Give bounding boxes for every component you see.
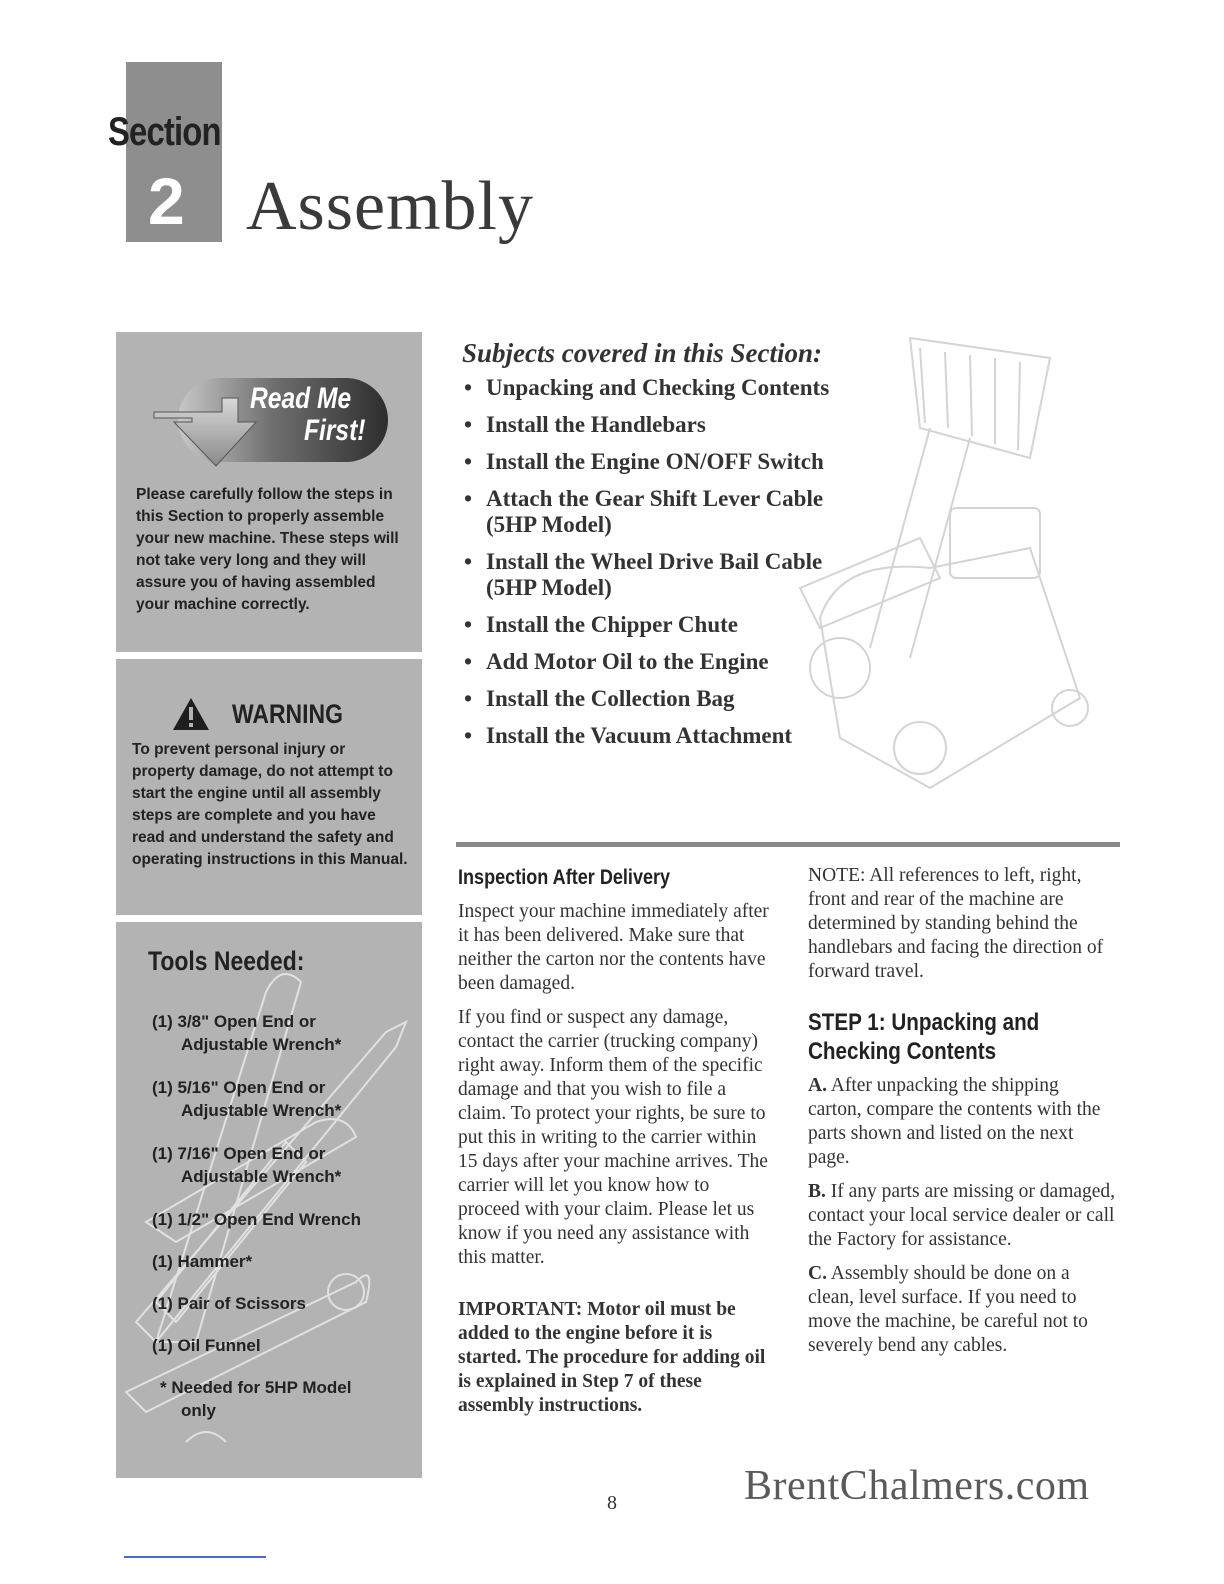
tool-item-line2: Adjustable Wrench* <box>181 1167 342 1186</box>
tool-item-line2: Adjustable Wrench* <box>181 1101 342 1120</box>
tools-note-line2: only <box>181 1401 216 1420</box>
subject-item-text: Install the Handlebars <box>486 412 706 437</box>
subject-item-text: Unpacking and Checking Contents <box>486 375 830 400</box>
tool-item-line1: (1) 3/8" Open End or <box>152 1012 316 1031</box>
tool-item-line1: (1) 7/16" Open End or <box>152 1144 326 1163</box>
tool-item <box>152 1292 412 1315</box>
step1-title-line2: Checking Contents <box>808 1038 997 1065</box>
warning-box <box>116 659 422 915</box>
step1-item-b-label: B. <box>808 1181 826 1202</box>
tools-note-line1: * Needed for 5HP Model <box>160 1378 352 1397</box>
subject-item-subtext: (5HP Model) <box>486 512 612 537</box>
read-me-box <box>116 332 422 652</box>
tool-item <box>152 1076 412 1122</box>
warning-heading <box>172 695 412 735</box>
tools-box <box>116 922 422 1478</box>
page-number: 8 <box>607 1492 617 1514</box>
inspection-title: Inspection After Delivery <box>458 866 671 889</box>
subject-item <box>462 449 902 475</box>
step1-title-line1: STEP 1: Unpacking and <box>808 1009 1040 1036</box>
subject-item-text: • Attach the Gear Shift Lever Cable <box>486 486 824 511</box>
subject-item <box>462 612 902 638</box>
tool-item <box>152 1208 412 1231</box>
subject-item-text: • Install the Wheel Drive Bail Cable <box>486 549 823 574</box>
tool-item <box>152 1334 412 1357</box>
tools-note <box>152 1376 412 1422</box>
step1-item-b <box>808 1180 1116 1252</box>
read-me-badge-line1: Read Me <box>250 382 352 415</box>
tools-title: Tools Needed: <box>148 946 305 976</box>
subject-item-text: Install the Vacuum Attachment <box>486 723 793 748</box>
subject-item-subtext: (5HP Model) <box>486 575 612 600</box>
subject-item <box>462 649 902 675</box>
warning-text: To prevent personal injury or property damage, do not attempt to start the engine until all assembly steps are complete and you have read and understand the safety and operating instructions in this Manual. <box>132 741 408 868</box>
step1-item-c-text: Assembly should be done on a clean, level surface. If you need to move the machine, be careful not to severely bend any cables. <box>808 1263 1088 1356</box>
tool-item-line1: (1) 5/16" Open End or <box>152 1078 326 1097</box>
subject-item-text: Install the Collection Bag <box>486 686 735 711</box>
inspection-paragraph-2: If you find or suspect any damage, contact the carrier (trucking company) right away. Inform them of the specific damage and that you wish to file a claim. To protect your rights, be sure to put this in writing to the carrier within 15 days after your machine arrives. The carrier will let you know how to proceed with your claim. Please let us know if you need any assistance with this matter. <box>458 1007 768 1268</box>
step1-item-a <box>808 1074 1116 1170</box>
subject-item-text: Install the Engine ON/OFF Switch <box>486 449 824 474</box>
tool-item-line1: (1) Pair of Scissors <box>152 1294 307 1313</box>
step1-item-b-text: If any parts are missing or damaged, contact your local service dealer or call the Factory for assistance. <box>808 1181 1116 1250</box>
subject-item <box>462 412 902 438</box>
tool-item-line2: Adjustable Wrench* <box>181 1035 342 1054</box>
section-label: Section <box>108 110 221 154</box>
important-note: IMPORTANT: Motor oil must be added to the engine before it is started. The procedure for adding oil is explained in Step 7 of these assembly instructions. <box>458 1299 766 1416</box>
tool-item-line1: (1) 1/2" Open End Wrench <box>152 1210 361 1229</box>
read-me-text: Please carefully follow the steps in this Section to properly assemble your new machine. These steps will not take very long and they will assure you of having assembled your machine correctly. <box>136 486 399 613</box>
tool-item-line1: (1) Hammer* <box>152 1252 253 1271</box>
warning-triangle-icon <box>172 697 210 731</box>
warning-title: WARNING <box>232 699 343 729</box>
section-divider <box>456 842 1120 847</box>
inspection-paragraph-1: Inspect your machine immediately after it has been delivered. Make sure that neither the carton nor the contents have been damaged. <box>458 901 769 994</box>
tool-item <box>152 1142 412 1188</box>
read-me-badge <box>152 370 392 470</box>
sidebar <box>116 332 422 1485</box>
step1-column <box>808 864 1116 1368</box>
step1-item-a-label: A. <box>808 1075 827 1096</box>
subjects-title: Subjects covered in this Section: <box>462 338 822 368</box>
bottom-link-underline[interactable] <box>124 1556 266 1558</box>
subject-item <box>462 549 902 601</box>
step1-title <box>808 1008 1100 1066</box>
step1-item-c <box>808 1262 1116 1358</box>
subject-item <box>462 686 902 712</box>
tool-item-line1: (1) Oil Funnel <box>152 1336 261 1355</box>
section-number: 2 <box>148 164 185 238</box>
subject-item <box>462 486 902 538</box>
tool-item <box>152 1010 412 1056</box>
watermark: BrentChalmers.com <box>744 1463 1090 1509</box>
subjects-list <box>462 375 902 749</box>
page-title: Assembly <box>246 168 534 245</box>
tools-list <box>152 1010 412 1442</box>
read-me-badge-line2: First! <box>304 414 366 447</box>
subject-item <box>462 723 902 749</box>
subject-item-text: Install the Chipper Chute <box>486 612 738 637</box>
subject-item <box>462 375 902 401</box>
tool-item <box>152 1250 412 1273</box>
step1-item-c-label: C. <box>808 1263 827 1284</box>
subject-item-text: Add Motor Oil to the Engine <box>486 649 769 674</box>
inspection-column <box>458 866 770 1428</box>
orientation-note: NOTE: All references to left, right, front and rear of the machine are determined by standing behind the handlebars and facing the direction of forward travel. <box>808 865 1104 982</box>
subjects-section <box>462 338 902 760</box>
step1-item-a-text: After unpacking the shipping carton, compare the contents with the parts shown and listed on the next page. <box>808 1075 1101 1168</box>
